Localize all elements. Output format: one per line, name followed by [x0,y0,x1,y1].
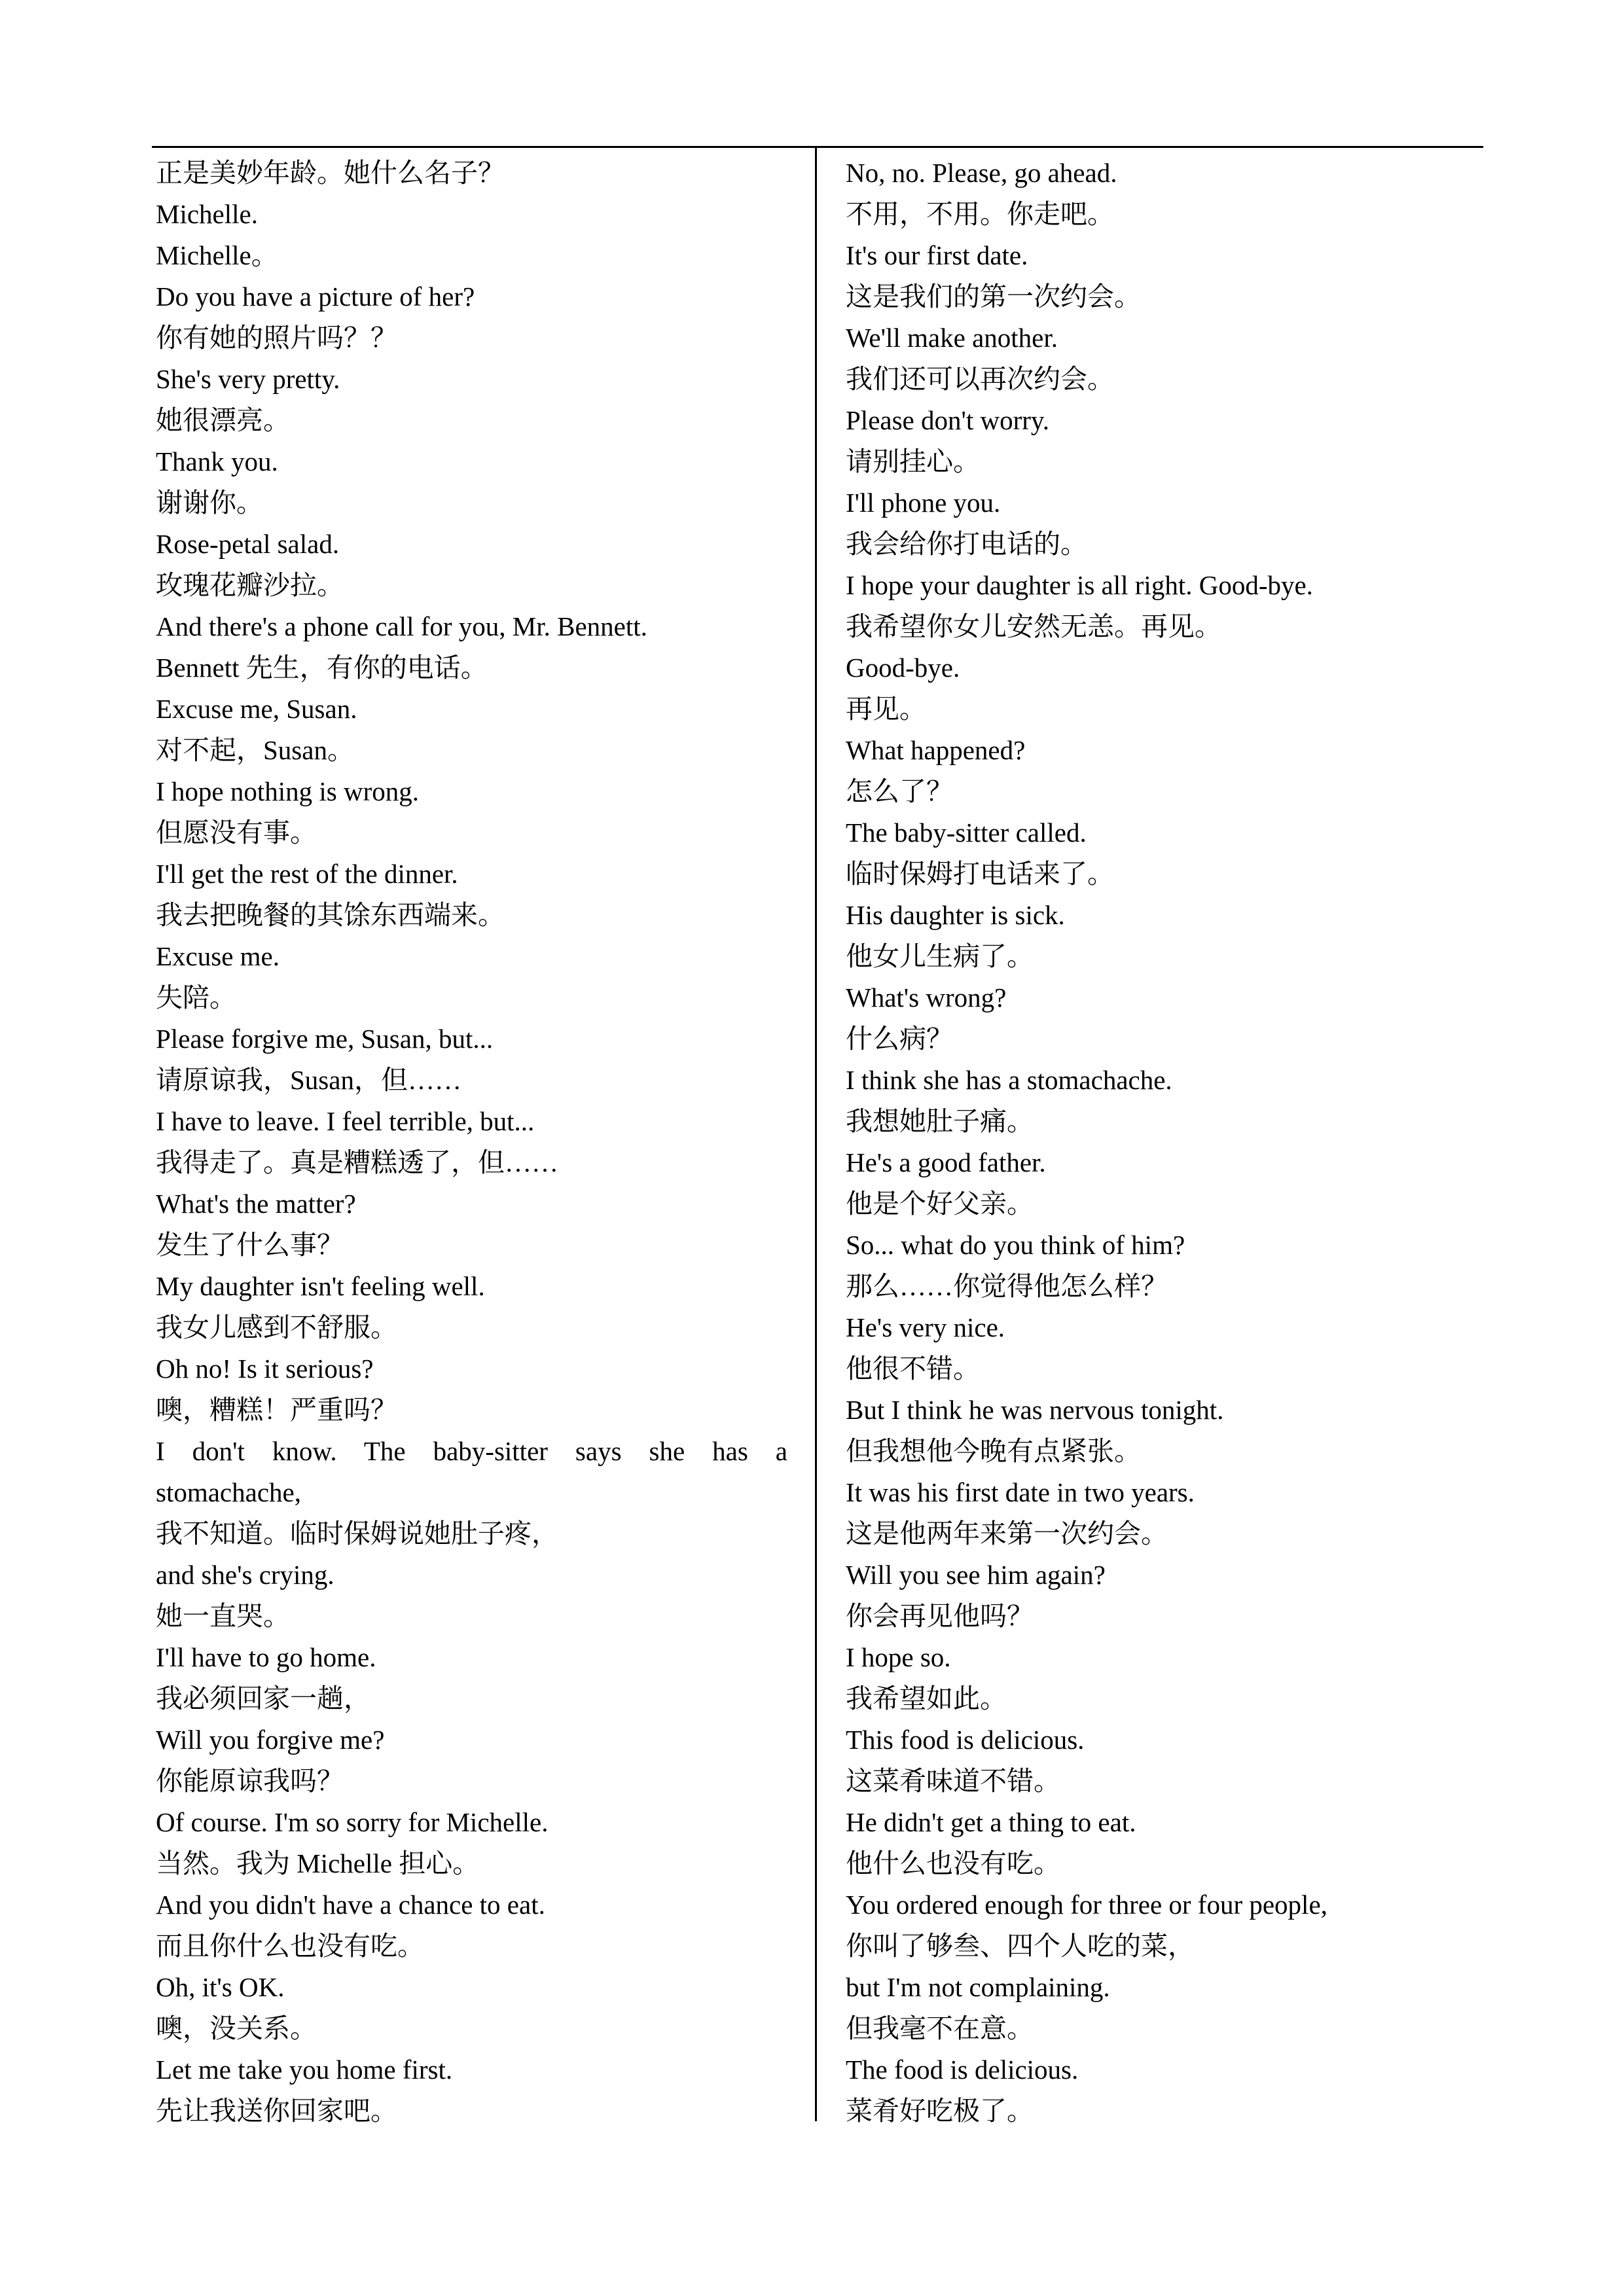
text-line: Michelle。 [156,240,278,270]
text-line: He's very nice. [846,1312,1005,1342]
text-line: 但我毫不在意。 [846,2013,1034,2043]
text-line: 请别挂心。 [846,446,980,476]
text-line: 不用，不用。你走吧。 [846,199,1114,229]
text-line: Excuse me. [156,941,280,971]
text-line: 你有她的照片吗？？ [156,323,397,353]
text-line: This food is delicious. [846,1725,1085,1755]
text-line: What's wrong? [846,982,1007,1013]
left-column [156,152,787,2132]
text-line: Michelle. [156,199,258,229]
text-line: 什么病？ [846,1024,953,1054]
text-line: 正是美妙年龄。她什么名子？ [156,158,505,188]
text-line: I hope so. [846,1642,951,1672]
text-line: 噢，没关系。 [156,2013,317,2043]
text-line: Let me take you home first. [156,2054,453,2085]
text-line: Oh no! Is it serious? [156,1354,374,1384]
text-line: 我希望如此。 [846,1683,1007,1713]
text-line: 那么……你觉得他怎么样？ [846,1271,1168,1301]
text-line: 但我想他今晚有点紧张。 [846,1436,1141,1466]
text-line: Will you forgive me? [156,1725,385,1755]
text-line: Good-bye. [846,653,960,683]
text-line: 这是我们的第一次约会。 [846,281,1141,312]
text-line: 他女儿生病了。 [846,941,1034,971]
text-line: I think she has a stomachache. [846,1065,1172,1095]
text-line: 我会给你打电话的。 [846,529,1087,559]
top-horizontal-rule [152,146,1483,148]
text-line: 这是他两年来第一次约会。 [846,1518,1168,1549]
text-line: 他什么也没有吃。 [846,1848,1060,1878]
text-line: 发生了什么事？ [156,1230,344,1260]
text-line: Of course. I'm so sorry for Michelle. [156,1807,549,1837]
text-line: It's our first date. [846,240,1028,270]
text-line: I'll phone you. [846,488,1001,518]
text-line: 这菜肴味道不错。 [846,1766,1060,1796]
text-line: Please forgive me, Susan, but... [156,1024,494,1054]
text-line: Thank you. [156,446,278,476]
text-line: 临时保姆打电话来了。 [846,859,1114,889]
text-line: He's a good father. [846,1147,1046,1177]
text-line: 再见。 [846,694,926,724]
text-line: My daughter isn't feeling well. [156,1271,485,1301]
text-line: 她很漂亮。 [156,405,290,435]
text-line: It was his first date in two years. [846,1477,1195,1507]
text-line: 先让我送你回家吧。 [156,2096,397,2126]
text-line: 他很不错。 [846,1354,980,1384]
text-line: But I think he was nervous tonight. [846,1395,1224,1425]
text-line: Will you see him again? [846,1560,1106,1590]
text-line: 你会再见他吗？ [846,1601,1034,1631]
right-column [846,152,1477,2132]
text-line: 我们还可以再次约会。 [846,364,1114,394]
text-line: And there's a phone call for you, Mr. Bennett. [156,611,647,641]
text-line: His daughter is sick. [846,900,1065,930]
text-line: So... what do you think of him? [846,1230,1185,1260]
text-line: 我必须回家一趟， [156,1683,370,1713]
text-line: No, no. Please, go ahead. [846,158,1117,188]
text-line: I have to leave. I feel terrible, but... [156,1106,535,1136]
text-line: 噢，糟糕！严重吗？ [156,1395,397,1425]
text-line: 我不知道。临时保姆说她肚子疼， [156,1518,558,1549]
text-line: Bennett 先生，有你的电话。 [156,653,488,683]
text-line: He didn't get a thing to eat. [846,1807,1136,1837]
text-line: 谢谢你。 [156,488,263,518]
text-line: 菜肴好吃极了。 [846,2096,1034,2126]
text-line: 我想她肚子痛。 [846,1106,1034,1136]
text-line: 我希望你女儿安然无恙。再见。 [846,611,1221,641]
text-line: The food is delicious. [846,2054,1079,2085]
text-line: 你叫了够叁、四个人吃的菜， [846,1931,1195,1961]
text-line: Oh, it's OK. [156,1972,285,2002]
text-line: 而且你什么也没有吃。 [156,1931,424,1961]
text-line: I hope nothing is wrong. [156,776,419,806]
text-line: You ordered enough for three or four people, [846,1890,1327,1920]
text-line: What's the matter? [156,1189,356,1219]
text-line: 我得走了。真是糟糕透了，但…… [156,1147,558,1177]
text-line: stomachache, [156,1477,301,1507]
text-line: The baby-sitter called. [846,817,1087,848]
column-divider [815,146,817,2121]
text-line: I'll get the rest of the dinner. [156,859,458,889]
text-line: 当然。我为 Michelle 担心。 [156,1848,480,1878]
text-line: 怎么了？ [846,776,953,806]
text-line: and she's crying. [156,1560,334,1590]
text-line: 失陪。 [156,982,236,1013]
text-line: What happened? [846,735,1026,765]
text-line: And you didn't have a chance to eat. [156,1890,545,1920]
text-line: 但愿没有事。 [156,817,317,848]
text-line: 她一直哭。 [156,1601,290,1631]
text-line: but I'm not complaining. [846,1972,1110,2002]
text-line: Excuse me, Susan. [156,694,357,724]
text-line: 玫瑰花瓣沙拉。 [156,570,344,600]
text-line: I'll have to go home. [156,1642,376,1672]
text-line: 请原谅我，Susan，但…… [156,1065,461,1095]
text-line: I don't know. The baby-sitter says she has a [156,1436,787,1466]
text-line: 我女儿感到不舒服。 [156,1312,397,1342]
text-line: She's very pretty. [156,364,340,394]
text-line: 你能原谅我吗？ [156,1766,344,1796]
text-line: 他是个好父亲。 [846,1189,1034,1219]
text-line: Please don't worry. [846,405,1050,435]
text-line: 我去把晚餐的其馀东西端来。 [156,900,505,930]
text-line: Do you have a picture of her? [156,281,475,312]
text-line: 对不起，Susan。 [156,735,354,765]
text-line: I hope your daughter is all right. Good-bye. [846,570,1313,600]
text-line: Rose-petal salad. [156,529,340,559]
text-line: We'll make another. [846,323,1058,353]
